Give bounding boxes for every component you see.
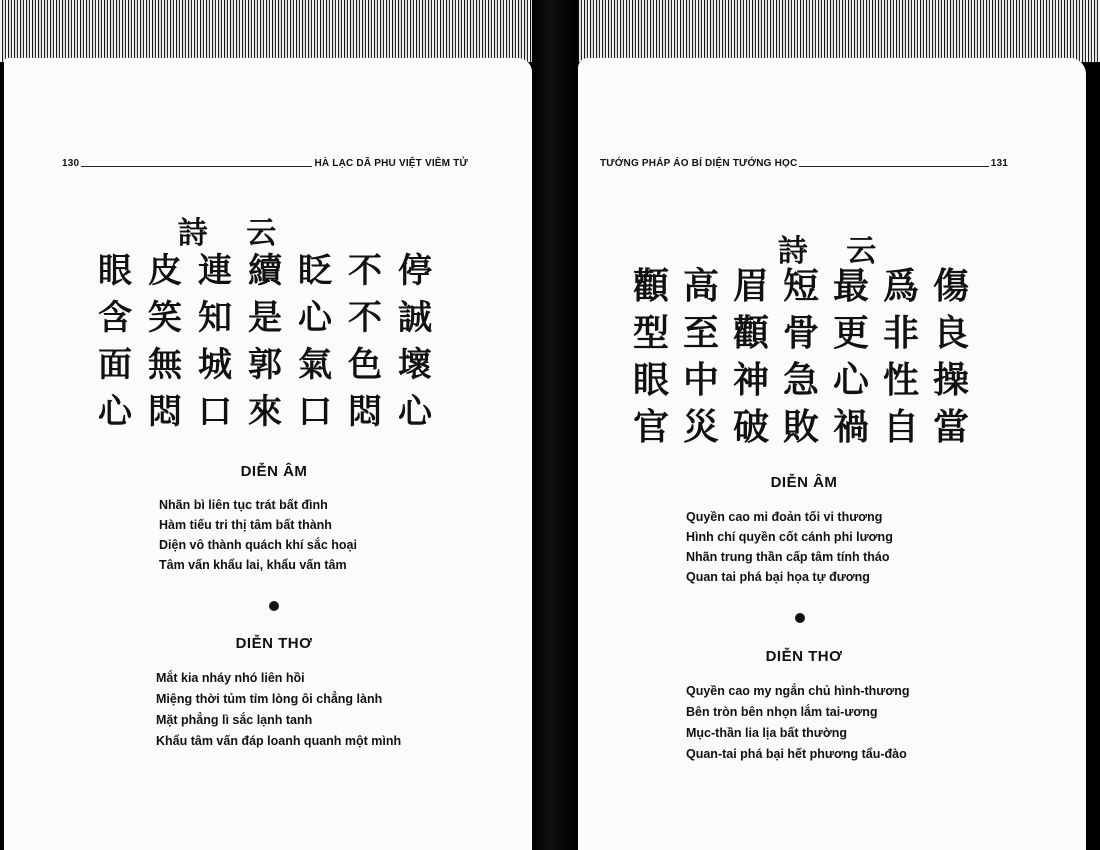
han-char: 性 bbox=[882, 359, 919, 401]
han-char: 含 bbox=[98, 298, 132, 338]
han-char: 來 bbox=[248, 392, 282, 432]
han-char: 不 bbox=[348, 298, 382, 338]
han-char: 心 bbox=[98, 392, 132, 432]
han-char: 眉 bbox=[732, 265, 769, 307]
han-char: 知 bbox=[198, 298, 232, 338]
han-char: 郭 bbox=[248, 345, 282, 385]
han-char: 顴 bbox=[632, 265, 669, 307]
han-char: 至 bbox=[682, 312, 719, 354]
han-char: 連 bbox=[198, 251, 232, 291]
verse-line: Nhãn bì liên tục trát bất đình bbox=[159, 498, 328, 512]
han-char: 型 bbox=[632, 312, 669, 354]
han-char: 氣 bbox=[298, 345, 332, 385]
left-page bbox=[4, 58, 532, 850]
right-page bbox=[578, 58, 1086, 850]
left-page-number: 130 bbox=[62, 158, 80, 169]
right-page-header bbox=[600, 158, 1008, 169]
verse-line: Quan-tai phá bại hết phương tẩu-đào bbox=[686, 747, 907, 761]
han-char: 無 bbox=[148, 345, 182, 385]
verse-line: Nhãn trung thần cấp tâm tính tháo bbox=[686, 550, 890, 564]
han-char: 眼 bbox=[98, 251, 132, 291]
han-row bbox=[90, 248, 440, 295]
left-dien-tho-heading: DIỄN THƠ bbox=[235, 635, 313, 652]
han-char: 停 bbox=[398, 251, 432, 291]
han-char: 良 bbox=[932, 312, 969, 354]
header-rule bbox=[799, 165, 988, 167]
right-page-number: 131 bbox=[990, 158, 1008, 169]
han-char: 皮 bbox=[148, 251, 182, 291]
verse-line: Miệng thời tủm tỉm lòng ôi chẳng lành bbox=[156, 692, 383, 706]
han-row bbox=[626, 263, 976, 310]
left-han-poem bbox=[90, 248, 440, 436]
han-row bbox=[626, 404, 976, 451]
han-char: 心 bbox=[398, 392, 432, 432]
han-char: 是 bbox=[248, 298, 282, 338]
han-char: 面 bbox=[98, 345, 132, 385]
han-char: 口 bbox=[198, 392, 232, 432]
right-poem-title: 詩 云 bbox=[777, 234, 891, 269]
han-char: 誠 bbox=[398, 298, 432, 338]
verse-line: Quyền cao my ngắn chủ hình-thương bbox=[686, 684, 910, 698]
verse-line: Tâm vấn khẩu lai, khẩu vấn tâm bbox=[159, 558, 347, 572]
han-char: 城 bbox=[198, 345, 232, 385]
right-dien-am-heading: DIỄN ÂM bbox=[770, 474, 838, 491]
han-char: 口 bbox=[298, 392, 332, 432]
han-row bbox=[90, 342, 440, 389]
header-rule bbox=[81, 165, 312, 167]
han-char: 操 bbox=[932, 359, 969, 401]
left-dien-tho-lines bbox=[156, 668, 401, 752]
verse-line: Hình chí quyền cốt cánh phi lương bbox=[686, 530, 893, 544]
han-char: 災 bbox=[682, 406, 719, 448]
han-char: 笑 bbox=[148, 298, 182, 338]
right-han-poem bbox=[626, 263, 976, 451]
han-char: 短 bbox=[782, 265, 819, 307]
han-char: 高 bbox=[682, 265, 719, 307]
han-char: 骨 bbox=[782, 312, 819, 354]
right-dien-tho-lines bbox=[686, 681, 910, 765]
han-char: 悶 bbox=[348, 392, 382, 432]
verse-line: Diện vô thành quách khí sắc hoại bbox=[159, 538, 357, 552]
han-char: 更 bbox=[832, 312, 869, 354]
han-char: 非 bbox=[882, 312, 919, 354]
left-dien-am-heading: DIỄN ÂM bbox=[240, 463, 308, 480]
right-running-header: TƯỚNG PHÁP ÁO BÍ DIỆN TƯỚNG HỌC bbox=[600, 158, 798, 169]
han-char: 心 bbox=[832, 359, 869, 401]
han-row bbox=[90, 389, 440, 436]
han-char: 不 bbox=[348, 251, 382, 291]
verse-line: Quyền cao mi đoản tối vi thương bbox=[686, 510, 883, 524]
right-dien-tho-heading: DIỄN THƠ bbox=[765, 648, 843, 665]
han-char: 自 bbox=[882, 406, 919, 448]
han-char: 敗 bbox=[782, 406, 819, 448]
left-running-header: HÀ LẠC DÃ PHU VIỆT VIÊM TỬ bbox=[314, 158, 468, 169]
han-char: 壞 bbox=[398, 345, 432, 385]
book-spine-shadow bbox=[532, 0, 578, 850]
han-char: 禍 bbox=[832, 406, 869, 448]
left-dien-am-lines bbox=[159, 495, 357, 575]
verse-line: Mặt phẳng lì sắc lạnh tanh bbox=[156, 713, 313, 727]
left-page-header bbox=[62, 158, 468, 169]
verse-line: Mắt kia nháy nhó liên hồi bbox=[156, 671, 305, 685]
verse-line: Quan tai phá bại họa tự đương bbox=[686, 570, 870, 584]
verse-line: Bên tròn bên nhọn lắm tai-ương bbox=[686, 705, 878, 719]
han-char: 神 bbox=[732, 359, 769, 401]
han-char: 眨 bbox=[298, 251, 332, 291]
han-char: 色 bbox=[348, 345, 382, 385]
han-row bbox=[626, 310, 976, 357]
separator-dot bbox=[269, 601, 279, 611]
han-char: 悶 bbox=[148, 392, 182, 432]
han-char: 官 bbox=[632, 406, 669, 448]
han-char: 心 bbox=[298, 298, 332, 338]
verse-line: Hàm tiếu tri thị tâm bất thành bbox=[159, 518, 332, 532]
han-char: 急 bbox=[782, 359, 819, 401]
han-char: 最 bbox=[832, 265, 869, 307]
han-row bbox=[90, 295, 440, 342]
han-char: 眼 bbox=[632, 359, 669, 401]
han-char: 爲 bbox=[882, 265, 919, 307]
han-char: 續 bbox=[248, 251, 282, 291]
han-char: 中 bbox=[682, 359, 719, 401]
left-poem-title: 詩 云 bbox=[177, 216, 291, 251]
verse-line: Mục-thần lia lịa bất thường bbox=[686, 726, 847, 740]
han-row bbox=[626, 357, 976, 404]
separator-dot bbox=[795, 613, 805, 623]
right-dien-am-lines bbox=[686, 507, 893, 587]
han-char: 傷 bbox=[932, 265, 969, 307]
verse-line: Khẩu tâm vấn đáp loanh quanh một mình bbox=[156, 734, 402, 748]
han-char: 顴 bbox=[732, 312, 769, 354]
han-char: 當 bbox=[932, 406, 969, 448]
han-char: 破 bbox=[732, 406, 769, 448]
